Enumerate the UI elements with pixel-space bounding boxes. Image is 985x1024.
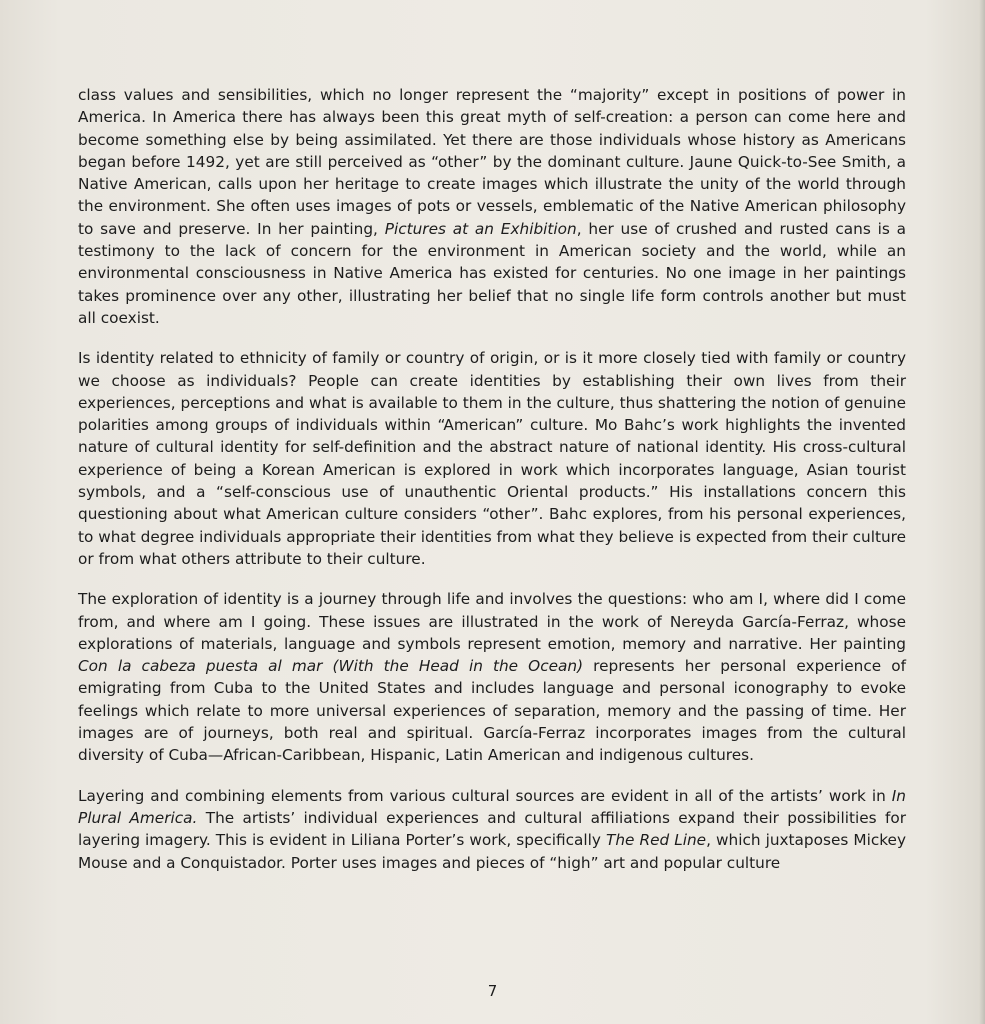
paragraph (78, 84, 906, 329)
text-run: , her use of crushed and rusted cans is a testimony to the lack of concern for the environment in American society and the world, while an environmental consciousness in Native America has existed for centuries. No one image in her paintings takes prominence over any other, illustrating her belief that no single life form controls another but must all coexist. (78, 219, 907, 327)
body-text (78, 84, 906, 892)
italic-title: Pictures at an Exhibition (384, 219, 577, 238)
italic-title: Con la cabeza puesta al mar (With the Head in the Ocean) (78, 657, 584, 676)
paragraph (78, 347, 906, 570)
italic-title: The Red Line (605, 831, 707, 850)
page-edge-shadow (979, 0, 985, 1024)
text-run: Is identity related to ethnicity of family or country of origin, or is it more closely tied with family or country we choose as individuals? People can create identities by establishing their own lives from their experiences, perceptions and what is available to them in the culture, thus shattering the notion of genuine polarities among groups of individuals within “American” culture. Mo Bahc’s work highlights the invented nature of cultural identity for self-definition and the abstract nature of national identity. His cross-cultural experience of being a Korean American is explored in work which incorporates language, Asian tourist symbols, and a “self-conscious use of unauthentic Oriental products.” His installations concern this questioning about what American culture considers “other”. Bahc explores, from his personal experiences, to what degree individuals appropriate their identities from what they believe is expected from their culture or from what others attribute to their culture. (78, 349, 906, 568)
paragraph (78, 588, 906, 766)
text-run: Layering and combining elements from various cultural sources are evident in all of the artists’ work in (78, 786, 892, 805)
text-run: The exploration of identity is a journey through life and involves the questions: who am I, where did I come from, and where am I going. These issues are illustrated in the work of Nereyda García-Ferraz, whose explorations of materials, language and symbols represent emotion, memory and narrative. Her painting (78, 590, 906, 653)
text-run: The artists’ individual experiences and cultural affiliations expand their possibilities for layering imagery. This is evident in Liliana Porter’s work, specifically (78, 808, 906, 850)
page-number: 7 (487, 982, 498, 1000)
text-run: class values and sensibilities, which no longer represent the “majority” except in positions of power in America. In America there has always been this great myth of self-creation: a person can come here and become something else by being assimilated. Yet there are those individuals whose history as Americans began before 1492, yet are still perceived as “other” by the dominant culture. Jaune Quick-to-See Smith, a Native American, calls upon her heritage to create images which illustrate the unity of the world through the environment. She often uses images of pots or vessels, emblematic of the Native American philosophy to save and preserve. In her painting, (78, 86, 906, 238)
italic-title: In Plural America. (78, 786, 906, 827)
text-run: represents her personal experience of emigrating from Cuba to the United States and includes language and personal iconography to evoke feelings which relate to more universal experiences of separation, memory and the passing of time. Her images are of journeys, both real and spiritual. García-Ferraz incorporates images from the cultural diversity of Cuba—African-Caribbean, Hispanic, Latin American and indigenous cultures. (78, 657, 906, 765)
paragraph (78, 785, 906, 874)
text-run: , which juxtaposes Mickey Mouse and a Conquistador. Porter uses images and pieces of “high” art and popular culture (78, 831, 907, 872)
